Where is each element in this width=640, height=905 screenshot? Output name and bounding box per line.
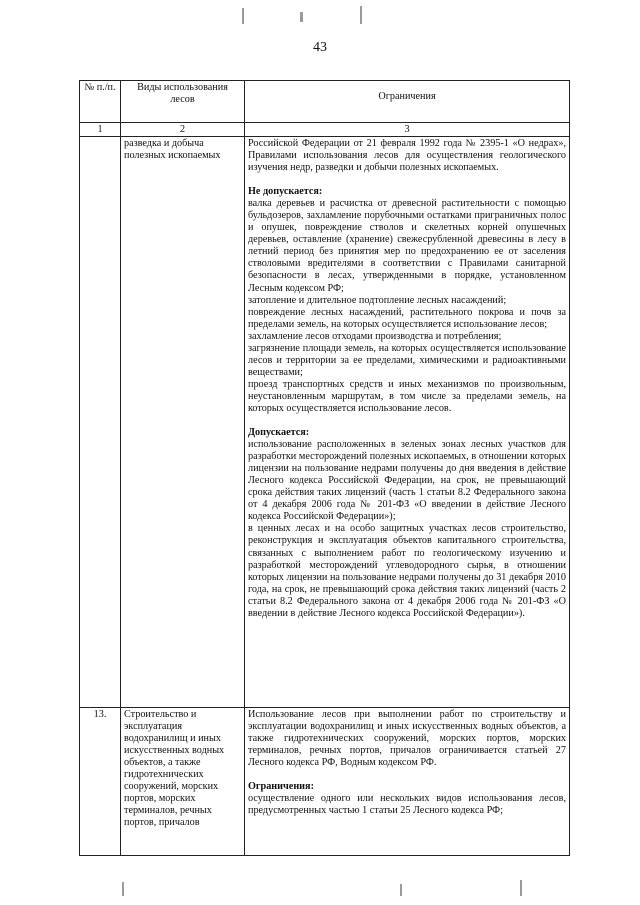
restrictions-table [79, 80, 570, 856]
row-kind [121, 137, 245, 708]
restriction-paragraph: Российской Федерации от 21 февраля 1992 года № 2395-1 «О недрах», Правилами использования лесов для осуществления геологического изучения недр, разведки и добычи полезных ископаемых. [248, 138, 566, 174]
restriction-paragraph: в ценных лесах и на особо защитных участках лесов строительство, реконструкция и эксплуатация объектов капитального строительства, связанных с выполнением работ по геологическому изучению и разработкой месторождений углеводородного сырья, в отношении которых лицензии на пользование недрами получены до 31 декабря 2010 года, на срок, не превышающий срока действия таких лицензий (часть 2 статьи 8.2 Федерального закона от 4 декабря 2006 года № 201-ФЗ «О введении в действие Лесного кодекса Российской Федерации»). [248, 523, 566, 619]
table-row [80, 137, 570, 708]
header-kind: Виды использования лесов [121, 81, 245, 123]
page-number: 43 [313, 40, 327, 55]
row-restrictions [245, 708, 570, 856]
row-number: 13. [80, 708, 121, 856]
row-kind [121, 708, 245, 856]
row-restrictions [245, 137, 570, 708]
kind-text: Строительство и эксплуатация водохранилищ и иных искусственных водных объектов, а также гидротехнических сооружений, морских портов, морских терминалов, речных портов, причалов [124, 709, 225, 829]
row-number [80, 137, 121, 708]
table-row [80, 708, 570, 856]
paragraph-gap [248, 769, 566, 781]
scan-artifact [520, 880, 522, 896]
table-header-row [80, 81, 570, 123]
column-number-row [80, 123, 570, 137]
paragraph-gap [248, 415, 566, 427]
restriction-paragraph: повреждение лесных насаждений, растительного покрова и почв за пределами земель, на которых осуществляется использование лесов; [248, 306, 566, 330]
paragraph-gap [248, 174, 566, 186]
restriction-paragraph: загрязнение площади земель, на которых осуществляется использование лесов и территории за ее пределами, химическими и радиоактивными веществами; [248, 342, 566, 378]
restriction-paragraph: проезд транспортных средств и иных механизмов по произвольным, неустановленным маршрутам, в том числе за пределами земель, на которых осуществляется использование лесов. [248, 378, 566, 414]
header-number: № п./п. [80, 81, 121, 123]
scan-artifact [400, 884, 402, 896]
scan-artifact [300, 12, 303, 22]
restriction-paragraph: Использование лесов при выполнении работ по строительству и эксплуатации водохранилищ и иных искусственных водных объектов, а также гидротехнических сооружений, морских портов, морских терминалов, речных портов, причалов ограничивается статьей 27 Лесного кодекса РФ, Водным кодексом РФ. [248, 709, 566, 769]
scan-artifact [242, 8, 244, 24]
column-number: 1 [80, 123, 121, 137]
section-heading: Ограничения: [248, 781, 314, 793]
restriction-paragraph: использование расположенных в зеленых зонах лесных участков для разработки месторождений полезных ископаемых, в отношении которых лицензии на пользование недрами получены до дня введения в действие Лесного кодекса Российской Федерации, на срок, не превышающий срока действия таких лицензий (часть 1 статьи 8.2 Федерального закона от 4 декабря 2006 года № 201-ФЗ «О введении в действие Лесного кодекса Российской Федерации»); [248, 439, 566, 523]
restriction-paragraph: осуществление одного или нескольких видов использования лесов, предусмотренных частью 1 статьи 25 Лесного кодекса РФ; [248, 793, 566, 817]
scan-artifact [360, 6, 362, 24]
header-restrictions: Ограничения [245, 81, 570, 123]
restriction-paragraph: валка деревьев и расчистка от древесной растительности с помощью бульдозеров, захламление порубочными остатками приграничных полос и опушек, повреждение стволов и скелетных корней опушечных деревьев, оставление (хранение) свежесрубленной древесины в лесу в летний период без принятия мер по предохранению ее от заселения стволовыми вредителями в соответствии с Правилами санитарной безопасности в лесах, утвержденными в порядке, установленном Лесным кодексом РФ; [248, 198, 566, 294]
restriction-paragraph: захламление лесов отходами производства и потребления; [248, 330, 502, 342]
section-heading: Допускается: [248, 427, 310, 439]
column-number: 3 [245, 123, 570, 137]
section-heading: Не допускается: [248, 186, 323, 198]
restriction-paragraph: затопление и длительное подтопление лесных насаждений; [248, 294, 507, 306]
column-number: 2 [121, 123, 245, 137]
scan-artifact [122, 882, 124, 896]
kind-text: разведка и добыча полезных ископаемых [124, 138, 221, 162]
